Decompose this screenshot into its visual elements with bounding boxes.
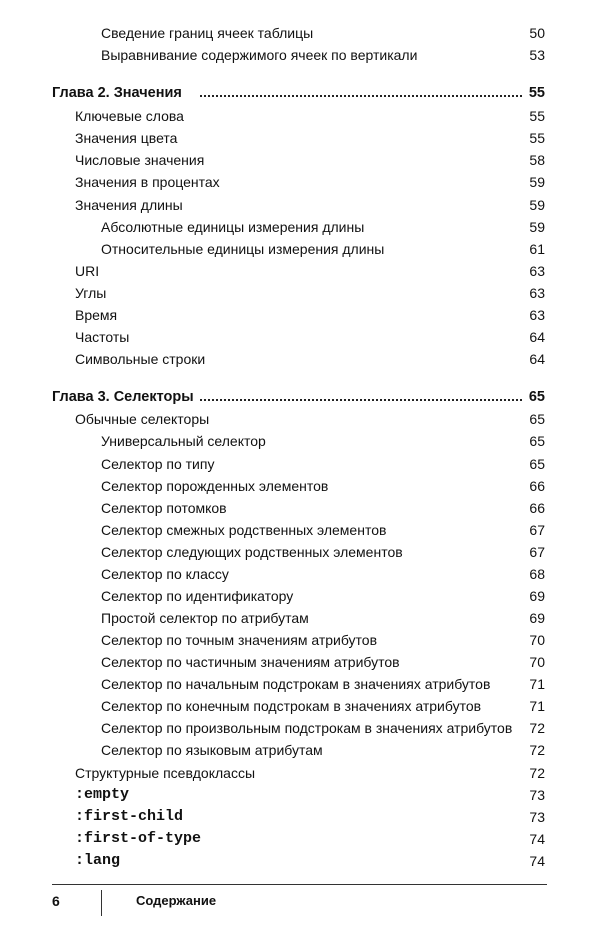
toc-entry-page: 71 [529,676,545,692]
toc-entry-page: 61 [529,241,545,257]
toc-entry-title: Селектор по классу [101,566,229,582]
toc-entry-page: 58 [529,152,545,168]
footer-divider [52,884,547,885]
chapter-page: 65 [528,389,545,405]
toc-entry-title: Ключевые слова [75,108,184,124]
toc-entry [0,22,600,44]
dot-leader [200,399,522,401]
toc-entry-title: Селектор следующих родственных элементов [101,544,403,560]
toc-entry [0,127,600,149]
toc-entry [0,563,600,585]
toc-entry-page: 68 [529,566,545,582]
toc-entry-title: Селектор по начальным подстрокам в значениях атрибутов [101,676,491,692]
toc-entry-title: URI [75,263,100,279]
toc-entry [0,44,600,66]
toc-entry-title: Селектор по произвольным подстрокам в значениях атрибутов [101,720,513,736]
toc-entry-title: Селектор по точным значениям атрибутов [101,632,378,648]
toc-entry [0,238,600,260]
dot-leader [200,95,522,97]
toc-entry [0,453,600,475]
toc-entry-page: 65 [529,456,545,472]
toc-entry [0,717,600,739]
toc-entry-page: 73 [529,787,545,803]
toc-entry-page: 50 [529,25,545,41]
toc-entry-title: Значения в процентах [75,174,220,190]
toc-entry-title: Селектор по типу [101,456,215,472]
toc-entry-page: 63 [529,263,545,279]
chapter-heading [0,386,600,408]
toc-entry-page: 69 [529,588,545,604]
chapter-heading [0,82,600,104]
toc-entry-page: 69 [529,610,545,626]
toc-entry-title: Структурные псевдоклассы [75,765,256,781]
toc-entry-title: Относительные единицы измерения длины [101,241,385,257]
toc-entry-page: 72 [529,720,545,736]
toc-entry-title: :empty [75,786,130,803]
toc-entry-page: 66 [529,478,545,494]
toc-entry-page: 66 [529,500,545,516]
toc-entry-title: Селектор по конечным подстрокам в значениях атрибутов [101,698,482,714]
toc-entry-page: 64 [529,329,545,345]
toc-entry-title: Числовые значения [75,152,205,168]
toc-entry-title: :first-of-type [75,830,202,847]
toc-entry [0,326,600,348]
toc-entry-page: 55 [529,130,545,146]
toc-entry [0,651,600,673]
toc-entry [0,695,600,717]
toc-entry [0,673,600,695]
toc-entry-page: 63 [529,285,545,301]
toc-entry-page: 65 [529,433,545,449]
toc-entry [0,105,600,127]
toc-entry-page: 70 [529,654,545,670]
toc-entry-title: Универсальный селектор [101,433,266,449]
toc-entry-title: Частоты [75,329,130,345]
toc-entry-title: :lang [75,852,121,869]
toc-entry-page: 55 [529,108,545,124]
chapter-title: Глава 2. Значения [52,85,182,101]
toc-entry-page: 70 [529,632,545,648]
chapter-title: Глава 3. Селекторы [52,389,194,405]
toc-entry-page: 65 [529,411,545,427]
toc-entry-title: Обычные селекторы [75,411,210,427]
toc-entry [0,739,600,761]
toc-entry-title: Абсолютные единицы измерения длины [101,219,365,235]
toc-entry-page: 67 [529,544,545,560]
toc-entry-page: 59 [529,219,545,235]
toc-entry-title: Значения длины [75,197,183,213]
toc-entry [0,149,600,171]
toc-entry [0,828,600,850]
toc-entry [0,607,600,629]
toc-entry [0,850,600,872]
toc-entry-page: 63 [529,307,545,323]
toc-entry-page: 67 [529,522,545,538]
toc-entry-page: 59 [529,174,545,190]
toc-entry [0,475,600,497]
toc-entry [0,762,600,784]
toc-entry [0,497,600,519]
running-footer-title: Содержание [136,893,217,908]
toc-entry [0,171,600,193]
toc-entry-title: Выравнивание содержимого ячеек по вертикали [101,47,418,63]
toc-entry-title: Селектор по языковым атрибутам [101,742,323,758]
page-number: 6 [52,893,60,909]
toc-entry-title: Селектор смежных родственных элементов [101,522,387,538]
toc-entry [0,806,600,828]
toc-entry-title: Значения цвета [75,130,178,146]
toc-entry-title: Селектор по идентификатору [101,588,294,604]
toc-entry-title: Символьные строки [75,351,206,367]
toc-entry-title: Время [75,307,118,323]
toc-entry-title: Селектор порожденных элементов [101,478,329,494]
toc-entry-title: Углы [75,285,107,301]
toc-entry-page: 59 [529,197,545,213]
toc-entry-page: 74 [529,831,545,847]
toc-entry [0,216,600,238]
toc-entry-page: 73 [529,809,545,825]
toc-entry-title: Селектор потомков [101,500,227,516]
toc-entry [0,430,600,452]
toc-entry [0,784,600,806]
toc-entry-page: 72 [529,765,545,781]
toc-entry [0,304,600,326]
toc-entry [0,629,600,651]
toc-entry-title: Селектор по частичным значениям атрибутов [101,654,400,670]
toc-entry-title: :first-child [75,808,184,825]
toc-entry-page: 72 [529,742,545,758]
toc-entry [0,541,600,563]
toc-entry-page: 64 [529,351,545,367]
footer-separator [101,890,102,916]
toc-entry-page: 74 [529,853,545,869]
toc-entry-title: Сведение границ ячеек таблицы [101,25,314,41]
toc-entry [0,585,600,607]
toc-entry [0,282,600,304]
toc-entry [0,260,600,282]
toc-entry-page: 71 [529,698,545,714]
toc-entry [0,194,600,216]
chapter-page: 55 [528,85,545,101]
toc-entry [0,408,600,430]
toc-entry-page: 53 [529,47,545,63]
toc-entry-title: Простой селектор по атрибутам [101,610,309,626]
toc-entry [0,519,600,541]
toc-entry [0,348,600,370]
